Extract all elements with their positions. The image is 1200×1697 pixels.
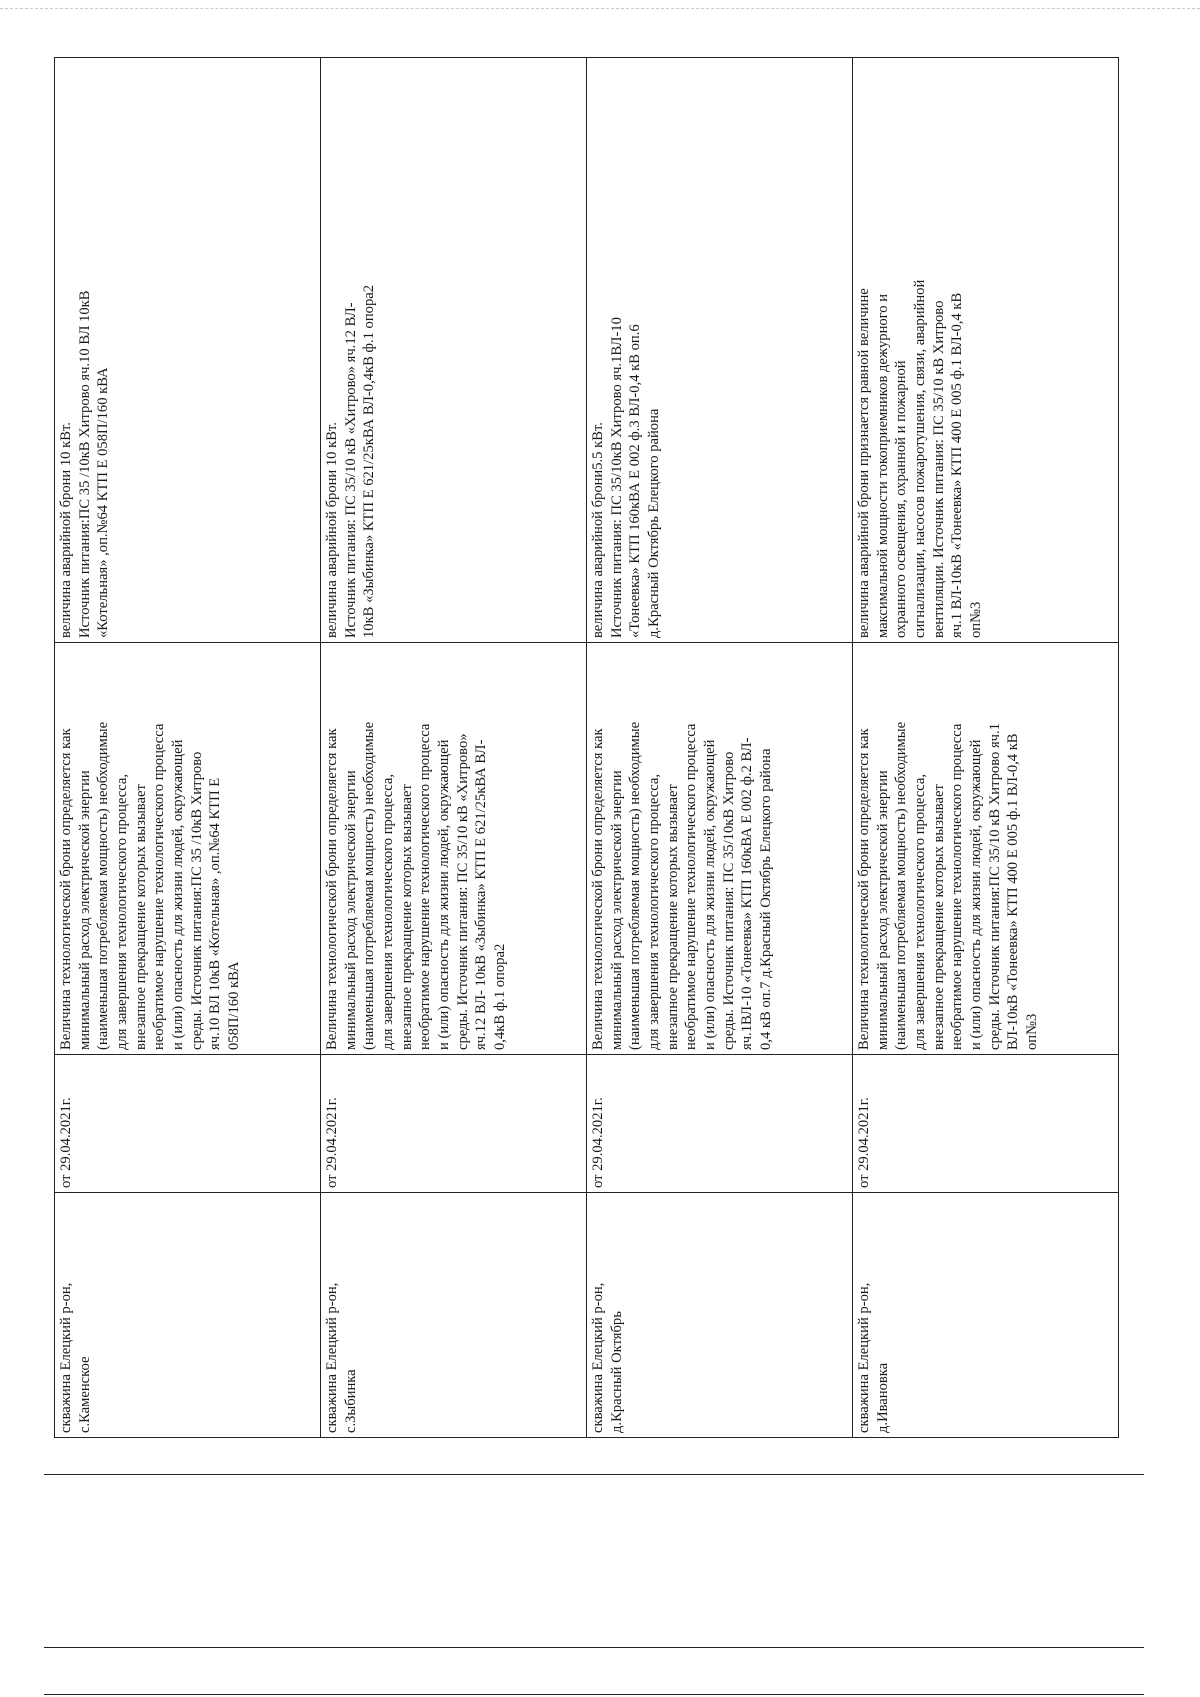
object-cell: скважина Елецкий р-он, д.Красный Октябрь bbox=[587, 1193, 853, 1438]
table-row bbox=[55, 58, 321, 1438]
reservation-table bbox=[54, 57, 1119, 1438]
tech-reserve-cell: Величина технологической брони определяется как минимальный расход электрической энергии (наименьшая потребляемая мощность) необходимые для завершения технологического процесса, внезапное прекращение которых вызывает необратимое нарушение технологического процесса и (или) опасность для жизни людей, окружающей среды. Источник питания: ПС 35/10кВ Хитрово яч.1ВЛ-10 «Тонеевка» КТП 160кВА Е 002 ф.2 ВЛ- 0,4 кВ оп.7 д.Красный Октябрь Елецкого района bbox=[587, 643, 853, 1055]
date-cell: от 29.04.2021г. bbox=[55, 1055, 321, 1193]
tech-reserve-cell: Величина технологической брони определяется как минимальный расход электрической энергии (наименьшая потребляемая мощность) необходимые для завершения технологического процесса, внезапное прекращение которых вызывает необратимое нарушение технологического процесса и (или) опасность для жизни людей, окружающей среды. Источник питания:ПС 35/10 кВ Хитрово яч.1 ВЛ-10кВ «Тонеевка» КТП 400 Е 005 ф.1 ВЛ-0,4 кВ оп№3 bbox=[853, 643, 1119, 1055]
rotated-table-inner bbox=[54, 58, 1144, 1438]
emergency-reserve-cell: величина аварийной брони 10 кВт. Источник питания:ПС 35 /10кВ Хитрово яч.10 ВЛ 10кВ «Котельная» ,оп.№64 КТП Е 058П/160 кВА bbox=[55, 58, 321, 643]
tech-reserve-cell: Величина технологической брони определяется как минимальный расход электрической энергии (наименьшая потребляемая мощность) необходимые для завершения технологического процесса, внезапное прекращение которых вызывает необратимое нарушение технологического процесса и (или) опасность для жизни людей, окружающей среды. Источник питания:ПС 35 /10кВ Хитрово яч.10 ВЛ 10кВ «Котельная» ,оп.№64 КТП Е 058П/160 кВА bbox=[55, 643, 321, 1055]
tech-reserve-cell: Величина технологической брони определяется как минимальный расход электрической энергии (наименьшая потребляемая мощность) необходимые для завершения технологического процесса, внезапное прекращение которых вызывает необратимое нарушение технологического процесса и (или) опасность для жизни людей, окружающей среды. Источник питания: ПС 35/10 кВ «Хитрово» яч.12 ВЛ- 10кВ «Зыбинка» КТП Е 621/25кВА ВЛ- 0,4кВ ф.1 опора2 bbox=[321, 643, 587, 1055]
table-row bbox=[853, 58, 1119, 1438]
object-cell: скважина Елецкий р-он, д.Ивановка bbox=[853, 1193, 1119, 1438]
date-cell: от 29.04.2021г. bbox=[853, 1055, 1119, 1193]
horizontal-rule bbox=[44, 1474, 1144, 1475]
object-cell: скважина Елецкий р-он, с.Каменское bbox=[55, 1193, 321, 1438]
emergency-reserve-cell: величина аварийной брони 10 кВт. Источник питания: ПС 35/10 кВ «Хитрово» яч.12 ВЛ- 10кВ «Зыбинка» КТП Е 621/25кВА ВЛ-0,4кВ ф.1 опора2 bbox=[321, 58, 587, 643]
rotated-table-area bbox=[54, 58, 1144, 1438]
horizontal-rule bbox=[44, 1694, 1144, 1695]
table-row bbox=[321, 58, 587, 1438]
date-cell: от 29.04.2021г. bbox=[587, 1055, 853, 1193]
emergency-reserve-cell: величина аварийной брони признается равной величине максимальной мощности токоприемников дежурного и охранного освещения, охранной и пожарной сигнализации, насосов пожаротушения, связи, аварийной вентиляции. Источник питания: ПС 35/10 кВ Хитрово яч.1 ВЛ-10кВ «Тонеевка» КТП 400 Е 005 ф.1 ВЛ-0,4 кВ оп№3 bbox=[853, 58, 1119, 643]
scan-top-edge bbox=[0, 8, 1200, 9]
date-cell: от 29.04.2021г. bbox=[321, 1055, 587, 1193]
table-row bbox=[587, 58, 853, 1438]
object-cell: скважина Елецкий р-он, с.Зыбинка bbox=[321, 1193, 587, 1438]
emergency-reserve-cell: величина аварийной брони5.5 кВт. Источник питания: ПС 35/10кВ Хитрово яч.1ВЛ-10 «Тонеевка» КТП 160кВА Е 002 ф.3 ВЛ-0,4 кВ оп.6 д.Красный Октябрь Елецкого района bbox=[587, 58, 853, 643]
horizontal-rule bbox=[44, 1647, 1144, 1648]
